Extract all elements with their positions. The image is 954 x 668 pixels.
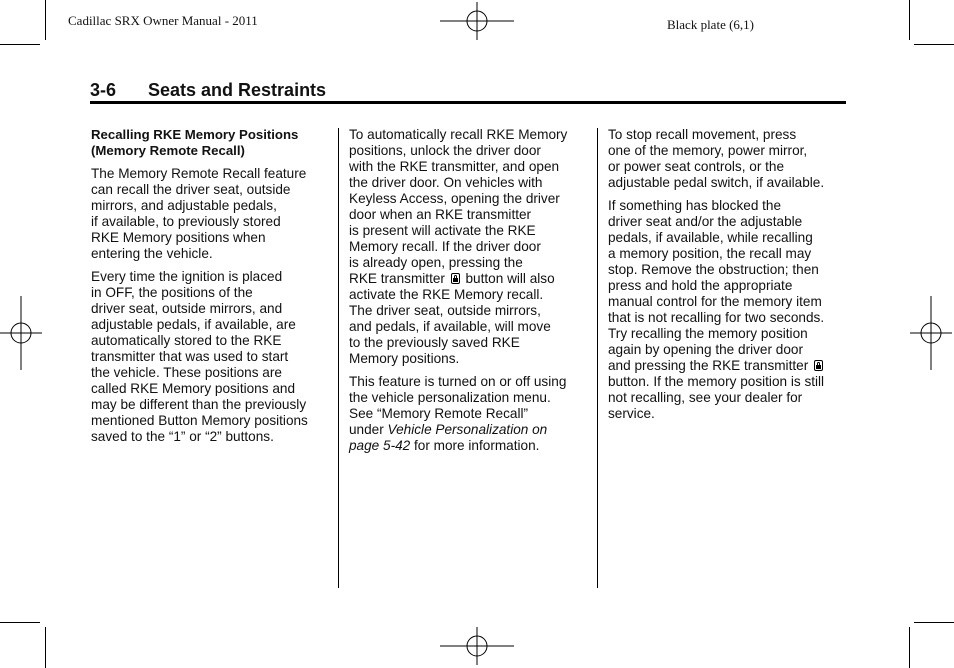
header-rule bbox=[90, 101, 846, 104]
paragraph bbox=[608, 198, 848, 422]
unlock-icon bbox=[451, 273, 460, 284]
registration-mark-top bbox=[440, 2, 514, 40]
subsection-heading: Recalling RKE Memory Positions (Memory Remote Recall) bbox=[91, 127, 299, 158]
column-divider bbox=[338, 128, 339, 588]
crop-mark bbox=[0, 44, 40, 45]
crop-mark bbox=[914, 44, 954, 45]
crop-mark bbox=[45, 0, 46, 40]
crop-mark bbox=[909, 627, 910, 668]
text-run: button will also activate the RKE Memory recall. The driver seat, outside mirrors, and pedals, if available, will move to the previously saved RKE Memory positions. bbox=[349, 271, 555, 366]
text-run: To automatically recall RKE Memory positions, unlock the driver door with the RKE transmitter, and open the driver door. On vehicles with Keyless Access, opening the driver door when an RKE transmitter is present will activate the RKE Memory recall. If the driver door is already open, pressing the RKE transmitter bbox=[349, 127, 568, 286]
paragraph: To stop recall movement, press one of the memory, power mirror, or power seat controls, or the adjustable pedal switch, if available. bbox=[608, 127, 825, 190]
unlock-icon bbox=[814, 360, 823, 371]
text-run: This feature is turned on or off using the vehicle personalization menu. See “Memory Remote Recall” under bbox=[349, 374, 567, 437]
paragraph: Every time the ignition is placed in OFF, the positions of the driver seat, outside mirrors, and adjustable pedals, if available, are automatically stored to the RKE transmitter that was used to start the vehicle. These positions are called RKE Memory positions and may be different than the previously mentioned Button Memory positions saved to the “1” or “2” buttons. bbox=[91, 269, 308, 444]
crop-mark bbox=[909, 0, 910, 40]
section-title: Seats and Restraints bbox=[148, 80, 327, 100]
crop-mark bbox=[914, 622, 954, 623]
registration-mark-right bbox=[910, 296, 952, 370]
column-2 bbox=[349, 127, 594, 461]
page-number: 3-6 bbox=[90, 80, 117, 100]
cross-reference-link[interactable]: Vehicle Personalization on page 5-42 bbox=[349, 422, 548, 453]
registration-mark-bottom bbox=[440, 627, 514, 665]
registration-mark-left bbox=[0, 296, 42, 370]
paragraph bbox=[349, 127, 594, 367]
column-1 bbox=[91, 127, 331, 452]
plate-label: Black plate (6,1) bbox=[667, 17, 754, 32]
manual-title: Cadillac SRX Owner Manual - 2011 bbox=[68, 13, 258, 28]
paragraph bbox=[349, 374, 594, 454]
text-run: button. If the memory position is still not recalling, see your dealer for service. bbox=[608, 374, 825, 421]
crop-mark bbox=[45, 627, 46, 668]
column-3 bbox=[608, 127, 848, 429]
text-run: for more information. bbox=[410, 438, 540, 453]
column-divider bbox=[597, 128, 598, 588]
crop-mark bbox=[0, 622, 40, 623]
paragraph: The Memory Remote Recall feature can recall the driver seat, outside mirrors, and adjustable pedals, if available, to previously stored RKE Memory positions when entering the vehicle. bbox=[91, 166, 307, 261]
text-run: If something has blocked the driver seat and/or the adjustable pedals, if available, while recalling a memory position, the recall may stop. Remove the obstruction; then press and hold the appropriate manual control for the memory item that is not recalling for two seconds. Try recalling the memory position again by opening the driver door and pressing the RKE transmitter bbox=[608, 198, 825, 373]
